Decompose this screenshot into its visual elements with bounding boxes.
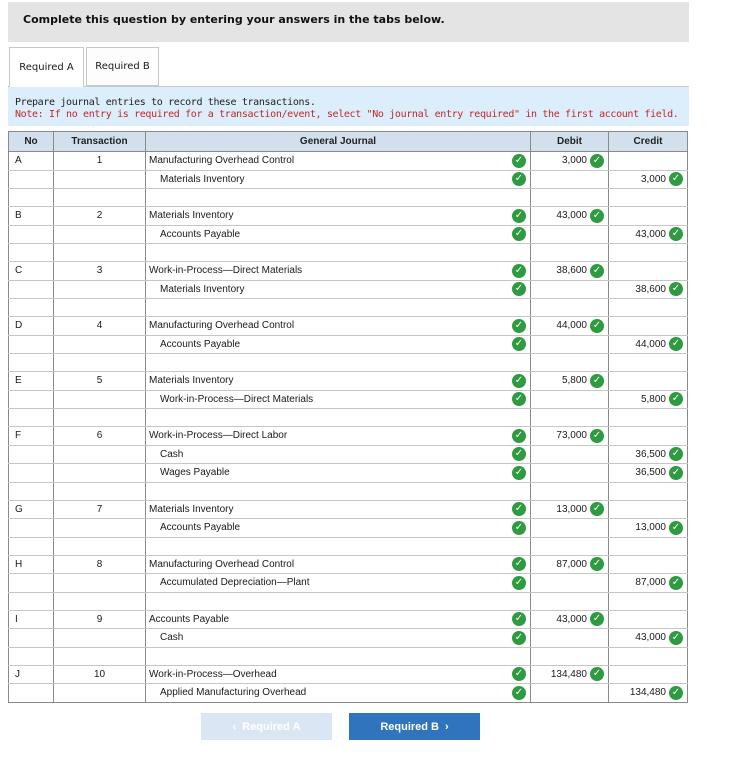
no-cell: E: [9, 372, 54, 391]
account-cell[interactable]: [146, 629, 531, 648]
checkmark-icon: ✓: [669, 631, 683, 645]
debit-cell[interactable]: [531, 610, 609, 629]
checkmark-icon: ✓: [590, 557, 604, 571]
account-cell: [146, 482, 531, 500]
credit-cell[interactable]: [609, 427, 688, 446]
account-name: Work-in-Process—Overhead: [149, 668, 277, 680]
account-cell[interactable]: [146, 280, 531, 299]
account-cell[interactable]: [146, 500, 531, 519]
credit-value: 44,000: [635, 338, 666, 350]
no-cell: [9, 170, 54, 189]
tab-required-a[interactable]: [9, 47, 84, 87]
table-row: [9, 464, 688, 483]
checkmark-icon: ✓: [590, 612, 604, 626]
credit-cell[interactable]: [609, 262, 688, 281]
prev-button-label: Required A: [242, 720, 301, 733]
table-row: [9, 555, 688, 574]
account-cell: [146, 354, 531, 372]
debit-cell: [531, 592, 609, 610]
transaction-cell: 9: [54, 610, 146, 629]
credit-value: 3,000: [640, 173, 666, 185]
account-name: Work-in-Process—Direct Labor: [149, 430, 288, 442]
account-cell[interactable]: [146, 152, 531, 171]
journal-table: [8, 131, 688, 703]
transaction-cell: 8: [54, 555, 146, 574]
debit-cell[interactable]: [531, 555, 609, 574]
credit-cell: [609, 592, 688, 610]
checkmark-icon: ✓: [590, 209, 604, 223]
checkmark-icon: ✓: [512, 667, 526, 681]
debit-value: 5,800: [561, 375, 587, 387]
checkmark-icon: ✓: [669, 392, 683, 406]
debit-value: 13,000: [556, 503, 587, 515]
transaction-cell: [54, 684, 146, 703]
debit-cell[interactable]: [531, 629, 609, 648]
transaction-cell: [54, 464, 146, 483]
table-row: [9, 207, 688, 226]
account-cell: [146, 299, 531, 317]
table-row: [9, 610, 688, 629]
no-cell: H: [9, 555, 54, 574]
checkmark-icon: ✓: [669, 172, 683, 186]
credit-value: 43,000: [635, 228, 666, 240]
debit-cell: [531, 354, 609, 372]
account-cell[interactable]: [146, 610, 531, 629]
prompt-box: [8, 86, 689, 126]
credit-cell[interactable]: [609, 390, 688, 409]
checkmark-icon: ✓: [669, 521, 683, 535]
transaction-cell: [54, 299, 146, 317]
account-name: Accounts Payable: [160, 228, 241, 240]
transaction-cell: [54, 629, 146, 648]
table-spacer-row: [9, 299, 688, 317]
table-spacer-row: [9, 647, 688, 665]
account-name: Cash: [160, 448, 184, 460]
table-row: [9, 427, 688, 446]
no-cell: D: [9, 317, 54, 336]
account-cell[interactable]: [146, 427, 531, 446]
instruction-text: Complete this question by entering your answers in the tabs below.: [23, 13, 445, 26]
account-name: Materials Inventory: [149, 375, 234, 387]
no-cell: [9, 574, 54, 593]
no-cell: G: [9, 500, 54, 519]
header-transaction: Transaction: [54, 132, 146, 152]
account-cell: [146, 537, 531, 555]
table-spacer-row: [9, 409, 688, 427]
debit-cell[interactable]: [531, 317, 609, 336]
credit-value: 36,500: [635, 448, 666, 460]
account-name: Work-in-Process—Direct Materials: [160, 393, 314, 405]
no-cell: A: [9, 152, 54, 171]
checkmark-icon: ✓: [512, 282, 526, 296]
table-row: [9, 317, 688, 336]
credit-cell[interactable]: [609, 665, 688, 684]
transaction-cell: [54, 170, 146, 189]
table-spacer-row: [9, 592, 688, 610]
checkmark-icon: ✓: [512, 466, 526, 480]
table-row: [9, 574, 688, 593]
account-cell[interactable]: [146, 225, 531, 244]
table-row: [9, 684, 688, 703]
table-row: [9, 372, 688, 391]
transaction-cell: [54, 280, 146, 299]
debit-cell[interactable]: [531, 335, 609, 354]
no-cell: I: [9, 610, 54, 629]
table-row: [9, 152, 688, 171]
no-cell: [9, 299, 54, 317]
checkmark-icon: ✓: [512, 227, 526, 241]
table-spacer-row: [9, 189, 688, 207]
debit-value: 38,600: [556, 265, 587, 277]
transaction-cell: 10: [54, 665, 146, 684]
account-name: Accumulated Depreciation—Plant: [160, 577, 310, 589]
checkmark-icon: ✓: [512, 576, 526, 590]
account-name: Materials Inventory: [149, 210, 234, 222]
prompt-text: Prepare journal entries to record these transactions.: [15, 97, 316, 108]
no-cell: [9, 189, 54, 207]
account-name: Accounts Payable: [160, 522, 241, 534]
debit-cell[interactable]: [531, 574, 609, 593]
table-row: [9, 519, 688, 538]
checkmark-icon: ✓: [590, 429, 604, 443]
credit-cell[interactable]: [609, 280, 688, 299]
table-row: [9, 262, 688, 281]
transaction-cell: [54, 647, 146, 665]
checkmark-icon: ✓: [512, 209, 526, 223]
account-cell[interactable]: [146, 372, 531, 391]
checkmark-icon: ✓: [512, 447, 526, 461]
credit-value: 13,000: [635, 522, 666, 534]
debit-cell[interactable]: [531, 372, 609, 391]
debit-value: 3,000: [561, 155, 587, 167]
transaction-cell: [54, 537, 146, 555]
no-cell: [9, 409, 54, 427]
checkmark-icon: ✓: [512, 686, 526, 700]
checkmark-icon: ✓: [512, 631, 526, 645]
no-cell: [9, 445, 54, 464]
credit-cell: [609, 647, 688, 665]
account-cell[interactable]: [146, 665, 531, 684]
table-spacer-row: [9, 354, 688, 372]
account-name: Applied Manufacturing Overhead: [160, 687, 307, 699]
no-cell: [9, 647, 54, 665]
account-cell[interactable]: [146, 207, 531, 226]
account-cell[interactable]: [146, 390, 531, 409]
credit-cell: [609, 299, 688, 317]
credit-value: 5,800: [640, 393, 666, 405]
tab-required-b-label: Required B: [95, 61, 150, 72]
no-cell: C: [9, 262, 54, 281]
debit-cell[interactable]: [531, 152, 609, 171]
account-cell: [146, 189, 531, 207]
checkmark-icon: ✓: [512, 521, 526, 535]
debit-value: 44,000: [556, 320, 587, 332]
table-row: [9, 665, 688, 684]
debit-cell: [531, 299, 609, 317]
tab-required-a-label: Required A: [19, 62, 74, 73]
credit-value: 134,480: [629, 687, 666, 699]
no-cell: [9, 519, 54, 538]
transaction-cell: 2: [54, 207, 146, 226]
no-cell: [9, 335, 54, 354]
account-cell[interactable]: [146, 555, 531, 574]
checkmark-icon: ✓: [590, 264, 604, 278]
no-cell: [9, 354, 54, 372]
debit-cell[interactable]: [531, 445, 609, 464]
debit-cell: [531, 647, 609, 665]
credit-cell[interactable]: [609, 629, 688, 648]
account-name: Work-in-Process—Direct Materials: [149, 265, 303, 277]
credit-cell[interactable]: [609, 152, 688, 171]
debit-value: 73,000: [556, 430, 587, 442]
no-cell: [9, 225, 54, 244]
debit-value: 134,480: [550, 668, 587, 680]
table-row: [9, 500, 688, 519]
tab-required-b[interactable]: [86, 47, 159, 86]
credit-cell[interactable]: [609, 372, 688, 391]
table-row: [9, 225, 688, 244]
no-cell: [9, 280, 54, 299]
transaction-cell: [54, 574, 146, 593]
next-button-label: Required B: [380, 720, 439, 733]
debit-cell[interactable]: [531, 207, 609, 226]
table-row: [9, 335, 688, 354]
debit-cell[interactable]: [531, 280, 609, 299]
debit-value: 43,000: [556, 210, 587, 222]
credit-cell: [609, 189, 688, 207]
checkmark-icon: ✓: [669, 337, 683, 351]
checkmark-icon: ✓: [669, 227, 683, 241]
transaction-cell: [54, 244, 146, 262]
transaction-cell: 3: [54, 262, 146, 281]
debit-value: 43,000: [556, 613, 587, 625]
account-cell: [146, 244, 531, 262]
header-no: No: [9, 132, 54, 152]
account-name: Manufacturing Overhead Control: [149, 558, 295, 570]
checkmark-icon: ✓: [669, 686, 683, 700]
account-name: Materials Inventory: [149, 503, 234, 515]
account-cell[interactable]: [146, 262, 531, 281]
credit-cell: [609, 409, 688, 427]
checkmark-icon: ✓: [590, 667, 604, 681]
account-name: Accounts Payable: [149, 613, 230, 625]
credit-cell[interactable]: [609, 519, 688, 538]
credit-cell[interactable]: [609, 684, 688, 703]
account-cell: [146, 592, 531, 610]
header-credit: Credit: [609, 132, 688, 152]
account-cell[interactable]: [146, 335, 531, 354]
checkmark-icon: ✓: [512, 264, 526, 278]
transaction-cell: [54, 409, 146, 427]
transaction-cell: [54, 189, 146, 207]
no-cell: [9, 244, 54, 262]
checkmark-icon: ✓: [512, 557, 526, 571]
checkmark-icon: ✓: [512, 319, 526, 333]
transaction-cell: 6: [54, 427, 146, 446]
checkmark-icon: ✓: [669, 282, 683, 296]
credit-cell[interactable]: [609, 225, 688, 244]
credit-cell[interactable]: [609, 207, 688, 226]
credit-cell[interactable]: [609, 317, 688, 336]
no-cell: [9, 390, 54, 409]
transaction-cell: 7: [54, 500, 146, 519]
checkmark-icon: ✓: [512, 502, 526, 516]
table-row: [9, 445, 688, 464]
prompt-note: Note: If no entry is required for a transaction/event, select "No journal entry required" in the first account field.: [15, 109, 679, 120]
no-cell: J: [9, 665, 54, 684]
credit-cell: [609, 354, 688, 372]
account-cell[interactable]: [146, 317, 531, 336]
credit-cell: [609, 537, 688, 555]
chevron-left-icon: ‹: [232, 720, 237, 733]
transaction-cell: 4: [54, 317, 146, 336]
debit-value: 87,000: [556, 558, 587, 570]
credit-cell[interactable]: [609, 170, 688, 189]
debit-cell[interactable]: [531, 665, 609, 684]
checkmark-icon: ✓: [669, 466, 683, 480]
header-debit: Debit: [531, 132, 609, 152]
transaction-cell: [54, 225, 146, 244]
checkmark-icon: ✓: [590, 319, 604, 333]
transaction-cell: [54, 519, 146, 538]
credit-cell[interactable]: [609, 464, 688, 483]
transaction-cell: [54, 335, 146, 354]
table-row: [9, 280, 688, 299]
table-spacer-row: [9, 244, 688, 262]
debit-cell[interactable]: [531, 519, 609, 538]
checkmark-icon: ✓: [590, 154, 604, 168]
account-cell: [146, 647, 531, 665]
credit-cell[interactable]: [609, 574, 688, 593]
no-cell: [9, 592, 54, 610]
debit-cell[interactable]: [531, 390, 609, 409]
transaction-cell: [54, 390, 146, 409]
account-cell[interactable]: [146, 445, 531, 464]
checkmark-icon: ✓: [512, 374, 526, 388]
account-cell: [146, 409, 531, 427]
chevron-right-icon: ›: [445, 720, 449, 733]
account-cell[interactable]: [146, 684, 531, 703]
credit-cell[interactable]: [609, 555, 688, 574]
account-cell[interactable]: [146, 464, 531, 483]
checkmark-icon: ✓: [512, 337, 526, 351]
checkmark-icon: ✓: [669, 447, 683, 461]
account-name: Manufacturing Overhead Control: [149, 155, 295, 167]
transaction-cell: 5: [54, 372, 146, 391]
checkmark-icon: ✓: [512, 154, 526, 168]
transaction-cell: [54, 592, 146, 610]
account-cell[interactable]: [146, 574, 531, 593]
debit-cell[interactable]: [531, 684, 609, 703]
no-cell: [9, 537, 54, 555]
credit-value: 36,500: [635, 467, 666, 479]
no-cell: [9, 482, 54, 500]
debit-cell: [531, 189, 609, 207]
transaction-cell: [54, 354, 146, 372]
account-name: Manufacturing Overhead Control: [149, 320, 295, 332]
transaction-cell: [54, 482, 146, 500]
table-row: [9, 170, 688, 189]
debit-cell: [531, 244, 609, 262]
no-cell: [9, 684, 54, 703]
credit-cell: [609, 244, 688, 262]
account-name: Wages Payable: [160, 467, 230, 479]
account-name: Materials Inventory: [160, 283, 245, 295]
credit-value: 87,000: [635, 577, 666, 589]
next-required-b-button[interactable]: [349, 713, 480, 740]
no-cell: B: [9, 207, 54, 226]
instruction-bar: [8, 2, 689, 42]
table-row: [9, 390, 688, 409]
no-cell: [9, 464, 54, 483]
header-general-journal: General Journal: [146, 132, 531, 152]
transaction-cell: [54, 445, 146, 464]
account-name: Materials Inventory: [160, 173, 245, 185]
account-name: Cash: [160, 632, 184, 644]
checkmark-icon: ✓: [669, 576, 683, 590]
credit-cell: [609, 482, 688, 500]
debit-cell[interactable]: [531, 170, 609, 189]
credit-cell[interactable]: [609, 335, 688, 354]
checkmark-icon: ✓: [590, 502, 604, 516]
no-cell: F: [9, 427, 54, 446]
account-cell[interactable]: [146, 170, 531, 189]
checkmark-icon: ✓: [512, 612, 526, 626]
debit-cell: [531, 482, 609, 500]
journal-body: [9, 152, 688, 703]
table-spacer-row: [9, 537, 688, 555]
debit-cell[interactable]: [531, 225, 609, 244]
checkmark-icon: ✓: [590, 374, 604, 388]
credit-cell[interactable]: [609, 610, 688, 629]
debit-cell: [531, 409, 609, 427]
no-cell: [9, 629, 54, 648]
account-cell[interactable]: [146, 519, 531, 538]
checkmark-icon: ✓: [512, 392, 526, 406]
debit-cell[interactable]: [531, 464, 609, 483]
credit-cell[interactable]: [609, 500, 688, 519]
credit-value: 38,600: [635, 283, 666, 295]
debit-cell: [531, 537, 609, 555]
debit-cell[interactable]: [531, 427, 609, 446]
transaction-cell: 1: [54, 152, 146, 171]
checkmark-icon: ✓: [512, 172, 526, 186]
debit-cell[interactable]: [531, 262, 609, 281]
credit-value: 43,000: [635, 632, 666, 644]
credit-cell[interactable]: [609, 445, 688, 464]
table-spacer-row: [9, 482, 688, 500]
table-header-row: [9, 132, 688, 152]
prev-required-a-button[interactable]: [201, 713, 332, 740]
table-row: [9, 629, 688, 648]
checkmark-icon: ✓: [512, 429, 526, 443]
account-name: Accounts Payable: [160, 338, 241, 350]
debit-cell[interactable]: [531, 500, 609, 519]
